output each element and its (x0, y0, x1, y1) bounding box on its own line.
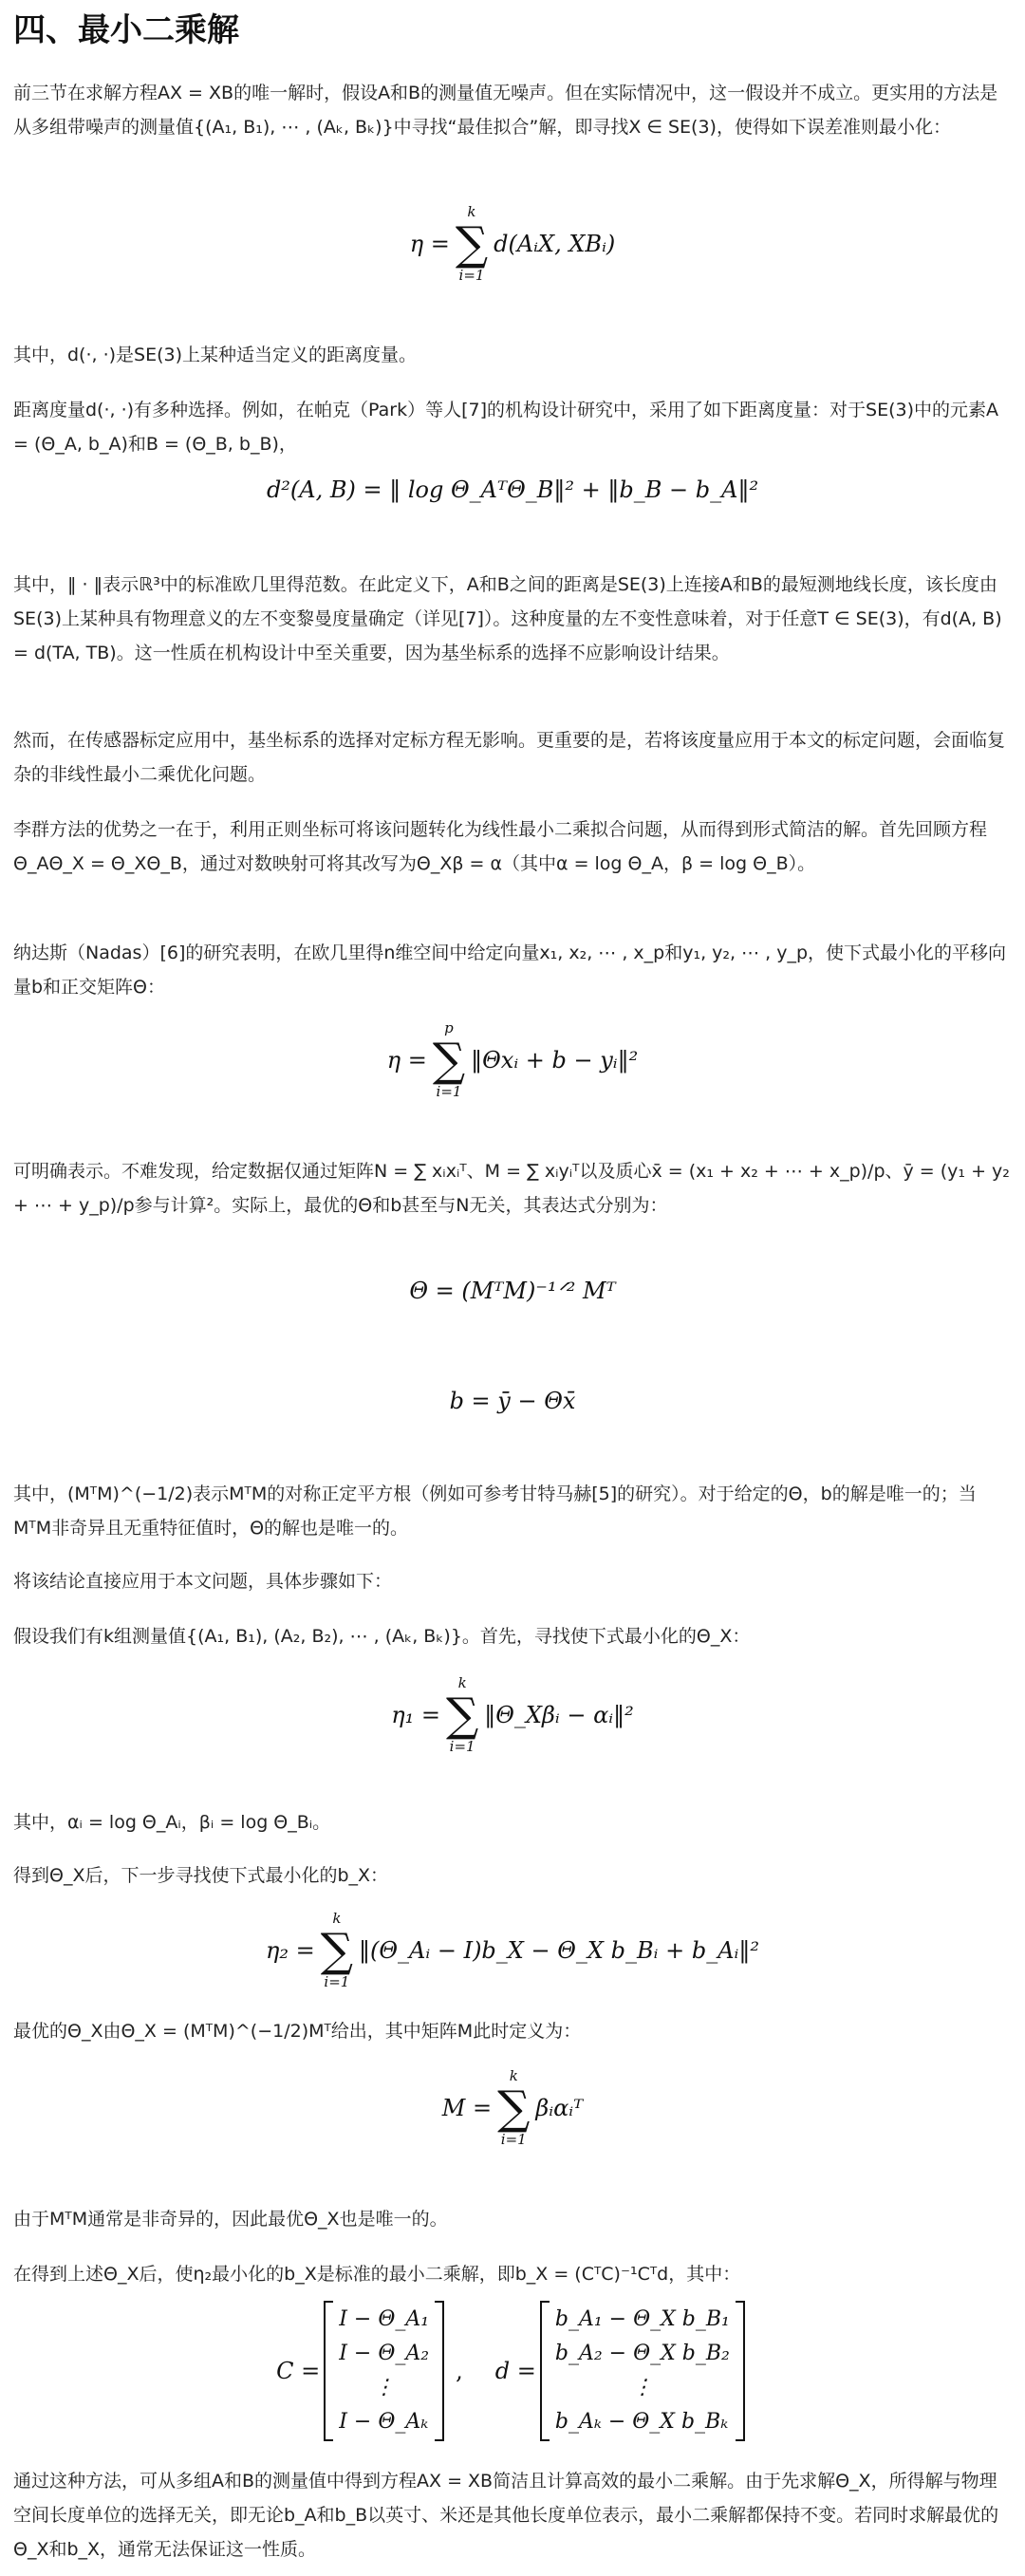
paragraph-measurements: 假设我们有k组测量值{(A₁, B₁), (A₂, B₂), ⋯ , (Aₖ, Bₖ)}。首先，寻找使下式最小化的Θ_X： (13, 1626, 751, 1647)
sum-upper-limit: k (332, 1910, 342, 1927)
sigma-symbol: ∑ (432, 1034, 466, 1087)
sum-operator (433, 1021, 465, 1099)
eta1-body: ‖Θ_Xβᵢ − αᵢ‖² (484, 1702, 634, 1728)
eta1-lhs: η₁ = (391, 1702, 440, 1728)
matrix-cell: b_A₁ − Θ_X b_B₁ (554, 2307, 730, 2331)
eta-lhs: η = (409, 231, 450, 257)
matrix-c (324, 2301, 444, 2441)
sum-operator (446, 1676, 478, 1754)
paragraph-intro: 前三节在求解方程AX = XB的唯一解时，假设A和B的测量值无噪声。但在实际情况中，这一假设并不成立。更实用的方法是从多组带噪声的测量值{(A₁, B₁), ⋯ , (Aₖ, Bₖ)}中寻找“最佳拟合”解，即寻找X ∈ SE(3)，使得如下误差准则最小化： (13, 83, 998, 138)
theta-solution: Θ = (MᵀM)⁻¹ᐟ² Mᵀ (409, 1278, 616, 1304)
paragraph-calibration: 然而，在传感器标定应用中，基坐标系的选择对定标方程无影响。更重要的是，若将该度量应用于本文的标定问题，会面临复杂的非线性最小二乘优化问题。 (13, 730, 1006, 785)
paragraph-lie-group: 李群方法的优势之一在于，利用正则坐标可将该问题转化为线性最小二乘拟合问题，从而得到形式简洁的解。首先回顾方程Θ_AΘ_X = Θ_XΘ_B，通过对数映射可将其改写为Θ_Xβ = α（其中α = log Θ_A，β = log Θ_B）。 (13, 819, 988, 874)
matrix-cell: ⋮ (631, 2376, 653, 2399)
matrix-cell: I − Θ_A₁ (339, 2307, 430, 2331)
equation-eta2 (0, 1912, 1025, 1989)
matrix-cell: I − Θ_A₂ (339, 2342, 430, 2365)
matrix-cell: I − Θ_Aₖ (339, 2410, 429, 2434)
matrix-cell: ⋮ (373, 2376, 395, 2399)
paragraph-norm: 其中，‖ · ‖表示ℝ³中的标准欧几里得范数。在此定义下，A和B之间的距离是SE(3)上连接A和B的最短测地线长度，该长度由SE(3)上某种具有物理意义的左不变黎曼度量确定（详见[7]）。这种度量的左不变性意味着，对于任意T ∈ SE(3)，有d(A, B) = d(TA, TB)。这一性质在机构设计中至关重要，因为基坐标系的选择不应影响设计结果。 (13, 574, 1002, 663)
matrix-cell: b_Aₖ − Θ_X b_Bₖ (554, 2410, 729, 2434)
eta-p-lhs: η = (386, 1047, 427, 1073)
eta2-body: ‖(Θ_Aᵢ − I)b_X − Θ_X b_Bᵢ + b_Aᵢ‖² (359, 1937, 759, 1964)
equation-distance (0, 476, 1025, 503)
paragraph-nonsingular: 由于MᵀM通常是非奇异的，因此最优Θ_X也是唯一的。 (13, 2209, 448, 2230)
equation-eta (0, 205, 1025, 283)
sum-lower-limit: i=1 (436, 1083, 462, 1100)
eta-p-body: ‖Θxᵢ + b − yᵢ‖² (471, 1047, 639, 1073)
equation-eta1 (0, 1676, 1025, 1754)
left-bracket (324, 2301, 333, 2441)
c-lhs: C = (276, 2358, 321, 2384)
eta2-lhs: η₂ = (266, 1937, 315, 1964)
sigma-symbol: ∑ (320, 1924, 354, 1977)
matrix-cell: b_A₂ − Θ_X b_B₂ (554, 2342, 730, 2365)
paragraph-explicit: 可明确表示。不难发现，给定数据仅通过矩阵N = ∑ xᵢxᵢᵀ、M = ∑ xᵢyᵢᵀ以及质心x̄ = (x₁ + x₂ + ⋯ + x_p)/p、ȳ = (y₁ + y₂ + ⋯ + y_p)/p参与计算²。实际上，最优的Θ和b甚至与N无关，其表达式分别为： (13, 1161, 1010, 1216)
sum-operator (497, 2069, 530, 2147)
d-lhs: d = (494, 2358, 536, 2384)
paragraph-next-step: 得到Θ_X后，下一步寻找使下式最小化的b_X： (13, 1865, 389, 1886)
sum-upper-limit: k (509, 2067, 518, 2084)
paragraph-alpha-beta: 其中，αᵢ = log Θ_Aᵢ，βᵢ = log Θ_Bᵢ。 (13, 1812, 331, 1833)
distance-formula: d²(A, B) = ‖ log Θ_AᵀΘ_B‖² + ‖b_B − b_A‖² (266, 476, 759, 503)
paragraph-distance-def: 其中，d(·, ·)是SE(3)上某种适当定义的距离度量。 (13, 345, 418, 365)
sigma-symbol: ∑ (445, 1689, 479, 1742)
paragraph-distance-choice: 距离度量d(·, ·)有多种选择。例如，在帕克（Park）等人[7]的机构设计研究中，采用了如下距离度量：对于SE(3)中的元素A = (Θ_A, b_A)和B = (Θ_B, b_B)， (13, 400, 998, 455)
section-title: 四、最小二乘解 (13, 11, 239, 49)
sum-upper-limit: k (467, 203, 476, 220)
paragraph-nadas: 纳达斯（Nadas）[6]的研究表明，在欧几里得n维空间中给定向量x₁, x₂, ⋯ , x_p和y₁, y₂, ⋯ , y_p，使下式最小化的平移向量b和正交矩阵Θ： (13, 943, 1007, 998)
sigma-symbol: ∑ (455, 217, 489, 271)
left-bracket (540, 2301, 550, 2441)
sum-upper-limit: p (444, 1019, 454, 1036)
paragraph-optimal-theta: 最优的Θ_X由Θ_X = (MᵀM)^(−1/2)Mᵀ给出，其中矩阵M此时定义为： (13, 2021, 582, 2042)
sum-lower-limit: i=1 (449, 1738, 475, 1755)
equation-m (0, 2069, 1025, 2147)
sum-operator (321, 1912, 353, 1989)
sum-lower-limit: i=1 (500, 2131, 527, 2148)
equation-theta (0, 1278, 1025, 1304)
m-lhs: M = (441, 2095, 493, 2121)
equation-b (0, 1388, 1025, 1414)
right-bracket (736, 2301, 745, 2441)
sum-lower-limit: i=1 (458, 267, 485, 284)
sigma-symbol: ∑ (497, 2081, 531, 2135)
m-body: βᵢαᵢᵀ (535, 2095, 584, 2121)
paragraph-apply: 将该结论直接应用于本文问题，具体步骤如下： (13, 1571, 393, 1592)
b-solution: b = ȳ − Θx̄ (449, 1388, 576, 1414)
matrix-d (540, 2301, 745, 2441)
sum-operator (456, 205, 488, 283)
paragraph-sqrt: 其中，(MᵀM)^(−1/2)表示MᵀM的对称正定平方根（例如可参考甘特马赫[5]的研究）。对于给定的Θ，b的解是唯一的；当MᵀM非奇异且无重特征值时，Θ的解也是唯一的。 (13, 1484, 977, 1539)
paragraph-least-squares: 在得到上述Θ_X后，使η₂最小化的b_X是标准的最小二乘解，即b_X = (CᵀC)⁻¹Cᵀd，其中： (13, 2264, 741, 2285)
right-bracket (435, 2301, 444, 2441)
equation-c-d (0, 2301, 1025, 2441)
equation-eta-p (0, 1021, 1025, 1099)
sum-upper-limit: k (457, 1674, 467, 1691)
sum-lower-limit: i=1 (324, 1973, 350, 1990)
matrix-separator: , (456, 2358, 463, 2384)
paragraph-conclusion: 通过这种方法，可从多组A和B的测量值中得到方程AX = XB简洁且计算高效的最小二乘解。由于先求解Θ_X，所得解与物理空间长度单位的选择无关，即无论b_A和b_B以英寸、米还是其他长度单位表示，最小二乘解都保持不变。若同时求解最优的Θ_X和b_X，通常无法保证这一性质。 (13, 2471, 999, 2560)
eta-body: d(AᵢX, XBᵢ) (494, 231, 616, 257)
